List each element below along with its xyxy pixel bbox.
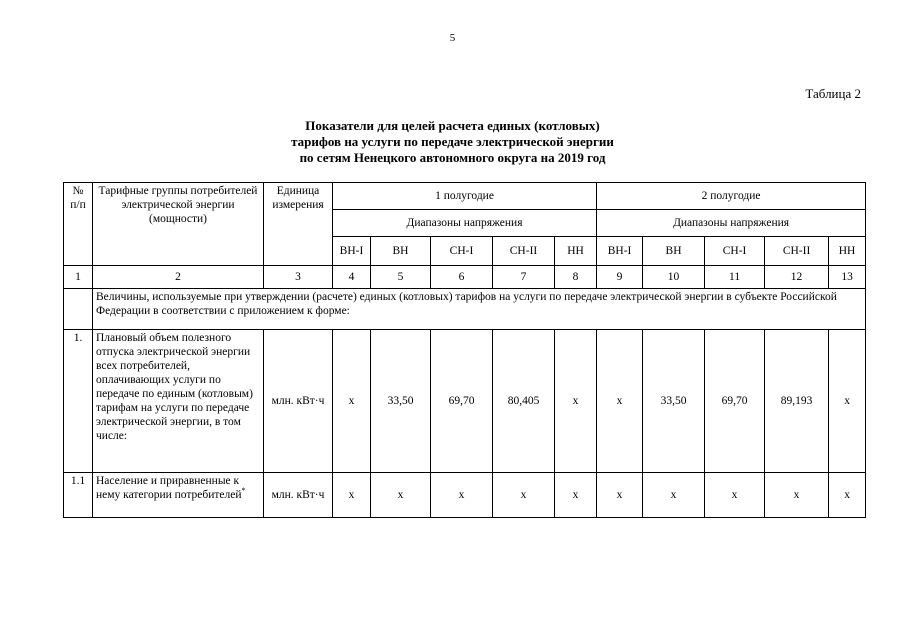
- footnote-mark: *: [241, 486, 246, 496]
- column-number: 2: [93, 266, 264, 289]
- row-value: х: [597, 473, 643, 518]
- row-name: Население и приравненные к нему категории потребителей: [96, 475, 242, 501]
- column-number: 8: [555, 266, 597, 289]
- header-half-1: 1 полугодие: [333, 183, 597, 210]
- title-line: Показатели для целей расчета единых (котловых): [305, 118, 600, 133]
- row-value: 33,50: [643, 330, 705, 473]
- row-value: х: [829, 330, 866, 473]
- header-level: СН-I: [431, 237, 493, 266]
- row-value: х: [829, 473, 866, 518]
- header-level: ВН-I: [333, 237, 371, 266]
- table-row: [64, 330, 866, 473]
- row-value: х: [493, 473, 555, 518]
- row-value: х: [597, 330, 643, 473]
- header-level: ВН: [371, 237, 431, 266]
- section-description: Величины, используемые при утверждении (расчете) единых (котловых) тарифов на услуги по передаче электрической энергии в субъекте Российской Федерации в соответствии с приложением к форме:: [93, 289, 866, 330]
- title-line: по сетям Ненецкого автономного округа на 2019 год: [299, 150, 606, 165]
- header-consumer-group: Тарифные группы потребителей электрической энергии (мощности): [93, 183, 264, 266]
- row-value: х: [555, 330, 597, 473]
- row-unit: млн. кВт·ч: [264, 330, 333, 473]
- row-value: х: [333, 473, 371, 518]
- row-name: Плановый объем полезного отпуска электрической энергии всех потребителей, оплачивающих услуги по передаче по единым (котловым) тарифам на услуги по передаче электрической энергии, в том числе:: [93, 330, 264, 473]
- header-level: СН-I: [705, 237, 765, 266]
- row-unit: млн. кВт·ч: [264, 473, 333, 518]
- row-value: х: [431, 473, 493, 518]
- page-number: 5: [449, 32, 456, 44]
- row-value: 33,50: [371, 330, 431, 473]
- title-line: тарифов на услуги по передаче электрической энергии: [291, 134, 614, 149]
- table-row: [64, 473, 866, 518]
- column-number: 3: [264, 266, 333, 289]
- header-voltage-ranges-2: Диапазоны напряжения: [597, 210, 866, 237]
- column-number: 4: [333, 266, 371, 289]
- row-num: 1.1: [64, 473, 93, 518]
- column-number: 12: [765, 266, 829, 289]
- row-value: х: [371, 473, 431, 518]
- header-level: ВН-I: [597, 237, 643, 266]
- column-number: 9: [597, 266, 643, 289]
- row-value: х: [765, 473, 829, 518]
- row-value: х: [705, 473, 765, 518]
- column-number: 10: [643, 266, 705, 289]
- row-value: 69,70: [431, 330, 493, 473]
- header-level: НН: [829, 237, 866, 266]
- column-number: 7: [493, 266, 555, 289]
- column-number: 11: [705, 266, 765, 289]
- column-number: 1: [64, 266, 93, 289]
- header-num: № п/п: [64, 183, 93, 266]
- header-level: СН-II: [765, 237, 829, 266]
- header-half-2: 2 полугодие: [597, 183, 866, 210]
- row-name-cell: [93, 473, 264, 518]
- section-blank-cell: [64, 289, 93, 330]
- header-voltage-ranges-1: Диапазоны напряжения: [333, 210, 597, 237]
- header-level: СН-II: [493, 237, 555, 266]
- header-unit: Единица измерения: [264, 183, 333, 266]
- row-value: х: [555, 473, 597, 518]
- header-level: НН: [555, 237, 597, 266]
- row-num: 1.: [64, 330, 93, 473]
- row-value: х: [643, 473, 705, 518]
- table-label: Таблица 2: [805, 86, 861, 101]
- tariff-indicators-table: [63, 182, 866, 518]
- column-number: 6: [431, 266, 493, 289]
- row-value: х: [333, 330, 371, 473]
- header-level: ВН: [643, 237, 705, 266]
- row-value: 69,70: [705, 330, 765, 473]
- column-number: 5: [371, 266, 431, 289]
- row-value: 80,405: [493, 330, 555, 473]
- document-title: [0, 118, 905, 166]
- row-value: 89,193: [765, 330, 829, 473]
- column-number: 13: [829, 266, 866, 289]
